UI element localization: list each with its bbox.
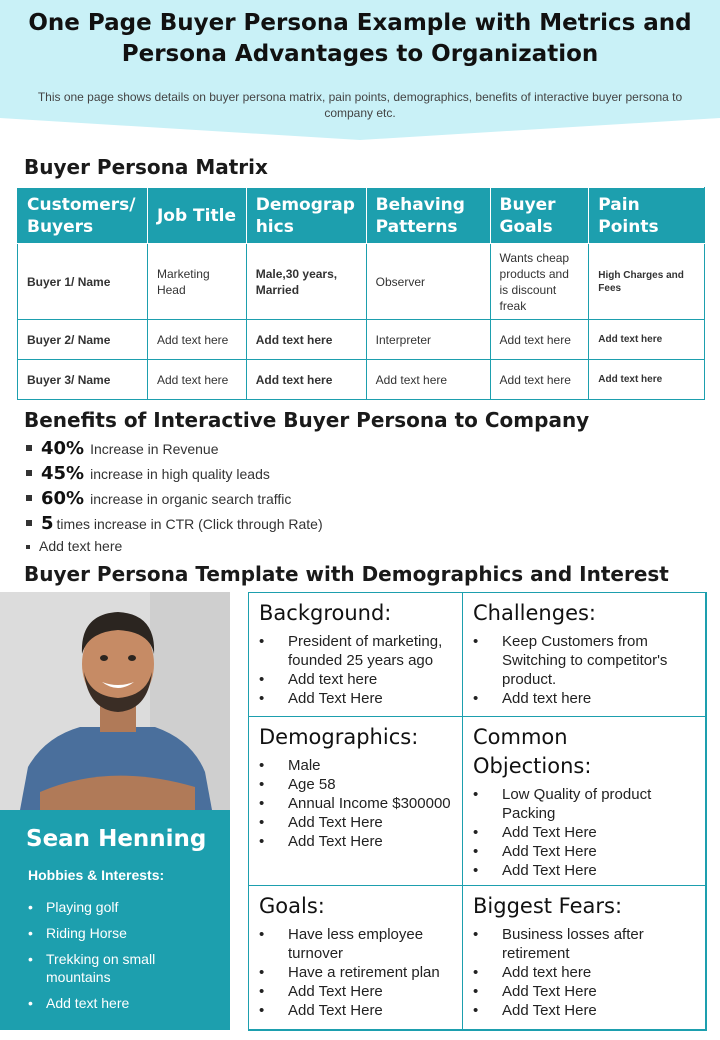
list-item: • Low Quality of product Packing [473,785,696,823]
list-item: • Add Text Here [259,689,452,708]
template-title: Buyer Persona Template with Demographics and Interest [24,562,669,586]
list-item: • Add Text Here [473,861,696,880]
list-item: • Keep Customers from Switching to competitor's product. [473,632,696,689]
list-item: • Have a retirement plan [259,963,452,982]
benefit-text: Add text here [39,538,123,554]
table-cell: Add text here [366,360,490,400]
benefit-text: increase in organic search traffic [90,491,292,507]
buyer-persona-matrix [17,187,705,400]
cell-heading: Goals: [259,894,325,918]
cell-heading: Challenges: [473,601,597,625]
list-item: • Add Text Here [259,1001,452,1020]
background-cell [248,592,463,717]
header-banner [0,0,720,140]
table-cell: Add text here [246,320,366,360]
table-cell: High Charges and Fees [589,244,705,320]
cell-heading: Demographics: [259,725,419,749]
table-cell: Add text here [147,320,246,360]
list-item [26,463,323,488]
benefits-title: Benefits of Interactive Buyer Persona to Company [24,408,590,432]
demographics-cell [248,716,463,886]
cell-heading: Common Objections: [473,725,592,778]
persona-details-grid [248,592,706,1030]
persona-photo [0,592,230,810]
benefit-value: 40% [41,438,85,459]
list-item: • Add Text Here [473,842,696,861]
list-item [26,513,323,538]
list-item: • Trekking on small mountains [28,950,218,986]
table-cell: Buyer 3/ Name [18,360,148,400]
list-item [26,488,323,513]
table-cell: Add text here [589,360,705,400]
list-item: • Riding Horse [28,924,218,942]
persona-name: Sean Henning [26,826,207,852]
benefit-text: times increase in CTR (Click through Rate) [56,516,323,532]
list-item [26,438,323,463]
list-item: • Have less employee turnover [259,925,452,963]
column-header: Pain Points [589,188,705,244]
hobbies-list [28,898,218,1020]
persona-portrait-icon [0,592,230,810]
list-item: • Add Text Here [259,832,452,851]
table-cell: Male,30 years, Married [246,244,366,320]
square-bullet-icon [26,470,32,476]
column-header: Behaving Patterns [366,188,490,244]
benefit-text: Increase in Revenue [90,441,219,457]
table-cell: Marketing Head [147,244,246,320]
column-header: Buyer Goals [490,188,589,244]
table-cell: Add text here [490,360,589,400]
page-subtitle: This one page shows details on buyer persona matrix, pain points, demographics, benefits of interactive buyer persona to company etc. [37,90,683,120]
list-item: • Business losses after retirement [473,925,696,963]
benefit-text: increase in high quality leads [90,466,270,482]
hobbies-title: Hobbies & Interests: [28,867,165,883]
matrix-title: Buyer Persona Matrix [24,155,268,179]
column-header: Customers/ Buyers [18,188,148,244]
list-item: • Add text here [473,963,696,982]
list-item: • Add Text Here [259,982,452,1001]
table-cell: Add text here [490,320,589,360]
list-item: • President of marketing, founded 25 years ago [259,632,452,670]
fears-cell [462,885,707,1031]
list-item: • Male [259,756,452,775]
table-cell: Interpreter [366,320,490,360]
list-item: • Add Text Here [473,982,696,1001]
list-item: • Age 58 [259,775,452,794]
page-title: One Page Buyer Persona Example with Metrics and Persona Advantages to Organization [28,10,692,67]
persona-profile-panel [0,810,230,1030]
cell-heading: Background: [259,601,392,625]
table-cell: Add text here [589,320,705,360]
list-item: • Add text here [28,994,218,1012]
table-cell: Buyer 1/ Name [18,244,148,320]
list-item: • Add text here [259,670,452,689]
list-item: • Add Text Here [473,823,696,842]
table-cell: Observer [366,244,490,320]
list-item: • Playing golf [28,898,218,916]
benefit-value: 5 [41,513,54,534]
table-cell: Add text here [246,360,366,400]
goals-cell [248,885,463,1031]
table-row [18,244,705,320]
square-bullet-icon [26,445,32,451]
list-item: • Add text here [473,689,696,708]
square-bullet-icon [26,520,32,526]
cell-heading: Biggest Fears: [473,894,623,918]
table-row [18,320,705,360]
list-item: • Add Text Here [259,813,452,832]
table-row [18,360,705,400]
list-item: • Add Text Here [473,1001,696,1020]
list-item: • Annual Income $300000 [259,794,452,813]
table-cell: Add text here [147,360,246,400]
matrix-header-row [18,188,705,244]
square-bullet-icon [26,495,32,501]
table-cell: Buyer 2/ Name [18,320,148,360]
table-cell: Wants cheap products and is discount freak [490,244,589,320]
list-item [26,538,323,558]
column-header: Demograp hics [246,188,366,244]
benefit-value: 45% [41,463,85,484]
challenges-cell [462,592,707,717]
benefit-value: 60% [41,488,85,509]
column-header: Job Title [147,188,246,244]
square-bullet-icon [26,545,30,549]
benefits-list [26,438,323,558]
objections-cell [462,716,707,886]
